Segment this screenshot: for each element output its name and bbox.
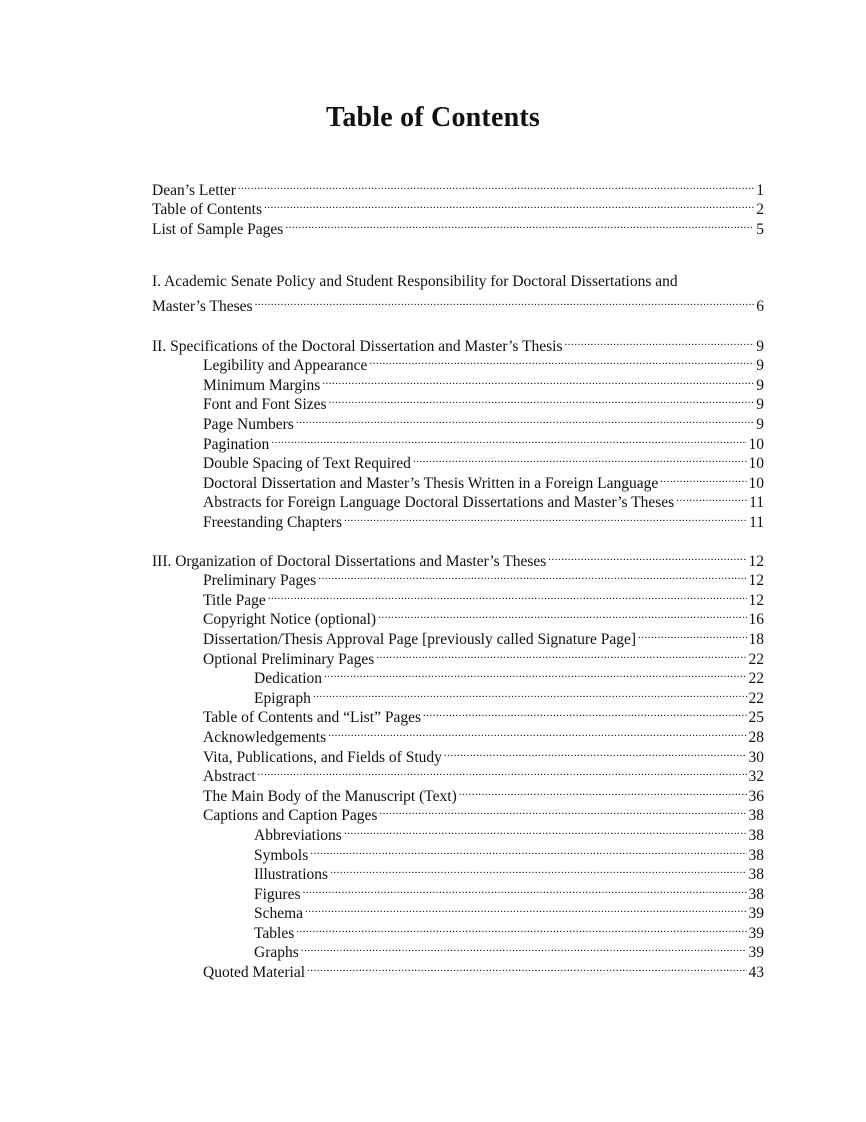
toc-entry-label: Dedication — [254, 670, 323, 688]
toc-entry-page: 39 — [748, 944, 764, 962]
toc-entry-page: 30 — [748, 748, 764, 766]
dot-leader — [271, 429, 746, 449]
dot-leader — [324, 664, 746, 684]
toc-entry-label: Optional Preliminary Pages — [203, 650, 375, 668]
toc-entry-label: Minimum Margins — [203, 376, 321, 394]
toc-entry-page: 9 — [756, 415, 764, 433]
toc-entry[interactable] — [152, 703, 764, 727]
toc-entry-label: Freestanding Chapters — [203, 513, 343, 531]
dot-leader — [459, 781, 747, 801]
toc-entry-page: 22 — [748, 670, 764, 688]
dot-leader — [676, 488, 747, 508]
toc-entry[interactable] — [152, 840, 764, 864]
toc-section-1 — [152, 272, 764, 316]
toc-entry-page: 18 — [748, 630, 764, 648]
dot-leader — [264, 195, 754, 215]
toc-entry-page: 10 — [748, 455, 764, 473]
toc-entry-page: 38 — [748, 807, 764, 825]
toc-entry-page: 12 — [748, 591, 764, 609]
toc-entry-page: 5 — [756, 220, 764, 238]
toc-entry-label: Legibility and Appearance — [203, 357, 368, 375]
toc-entry-label: Quoted Material — [203, 964, 306, 982]
dot-leader — [268, 585, 747, 605]
toc-entry-label: Vita, Publications, and Fields of Study — [203, 748, 442, 766]
toc-front-matter — [152, 175, 764, 238]
dot-leader — [238, 175, 754, 195]
dot-leader — [307, 957, 746, 977]
dot-leader — [310, 840, 746, 860]
toc-entry[interactable] — [152, 175, 764, 199]
toc-entry-page: 6 — [756, 298, 764, 316]
dot-leader — [660, 468, 746, 488]
toc-entry-page: 10 — [748, 474, 764, 492]
toc-entry-label: Table of Contents — [152, 201, 262, 219]
toc-entry-label: Dean’s Letter — [152, 181, 236, 199]
toc-entry-page: 9 — [756, 337, 764, 355]
dot-leader — [303, 879, 747, 899]
toc-entry-label: Illustrations — [254, 866, 329, 884]
toc-entry-label: Graphs — [254, 944, 299, 962]
toc-entry[interactable] — [152, 899, 764, 923]
toc-entry-page: 38 — [748, 826, 764, 844]
toc-entry-label: Table of Contents and “List” Pages — [203, 709, 422, 727]
dot-leader — [369, 351, 754, 371]
toc-entry-label: Schema — [254, 905, 304, 923]
toc-entry-page: 38 — [748, 846, 764, 864]
toc-entry-page: 38 — [748, 885, 764, 903]
dot-leader — [296, 409, 754, 429]
toc-entry-page: 39 — [748, 924, 764, 942]
section-2-heading[interactable] — [152, 331, 764, 355]
toc-entry[interactable] — [152, 918, 764, 942]
toc-entry-label: Master’s Theses — [152, 298, 253, 316]
toc-entry-page: 22 — [748, 650, 764, 668]
toc-entry[interactable] — [152, 860, 764, 884]
toc-entry-page: 22 — [748, 689, 764, 707]
toc-entry-page: 39 — [748, 905, 764, 923]
toc-entry-page: 36 — [748, 787, 764, 805]
toc-entry-page: 9 — [756, 396, 764, 414]
toc-entry-page: 9 — [756, 376, 764, 394]
dot-leader — [565, 331, 754, 351]
dot-leader — [328, 722, 746, 742]
toc-entry-label: The Main Body of the Manuscript (Text) — [203, 787, 457, 805]
dot-leader — [378, 605, 746, 625]
toc-entry-label: Pagination — [203, 435, 270, 453]
toc-entry-page: 12 — [748, 572, 764, 590]
toc-entry-label: Page Numbers — [203, 415, 294, 433]
toc-entry-label: Font and Font Sizes — [203, 396, 327, 414]
dot-leader — [318, 566, 746, 586]
toc-entry-label: Acknowledgements — [203, 728, 327, 746]
dot-leader — [548, 546, 746, 566]
dot-leader — [330, 860, 746, 880]
toc-entry[interactable] — [152, 938, 764, 962]
toc-entry-page: 11 — [749, 494, 764, 512]
toc-entry-page: 9 — [756, 357, 764, 375]
section-3-heading[interactable] — [152, 546, 764, 570]
toc-entry-page: 10 — [748, 435, 764, 453]
section-2-items — [152, 351, 764, 531]
toc-entry-page: 12 — [748, 552, 764, 570]
dot-leader — [258, 762, 747, 782]
toc-entry-page: 43 — [748, 964, 764, 982]
toc-section-3 — [152, 546, 764, 982]
section-3-items — [152, 566, 764, 982]
toc-entry-label: Symbols — [254, 846, 309, 864]
toc-entry-page: 25 — [748, 709, 764, 727]
page-title: Table of Contents — [326, 102, 540, 133]
toc-section-2 — [152, 331, 764, 531]
toc-entry-label: Captions and Caption Pages — [203, 807, 378, 825]
toc-entry-page: 2 — [756, 201, 764, 219]
toc-entry-label: Tables — [254, 924, 295, 942]
toc-entry-label: Double Spacing of Text Required — [203, 455, 411, 473]
toc-entry-page: 38 — [748, 866, 764, 884]
toc-entry-label: II. Specifications of the Doctoral Dissertation and Master’s Thesis — [152, 337, 563, 355]
dot-leader — [413, 449, 747, 469]
dot-leader — [344, 820, 747, 840]
toc-entry-page: 32 — [748, 768, 764, 786]
dot-leader — [379, 801, 746, 821]
dot-leader — [322, 370, 754, 390]
toc-entry-label: Figures — [254, 885, 301, 903]
toc-entry-label: III. Organization of Doctoral Dissertations and Master’s Theses — [152, 552, 547, 570]
section-1-heading-line1[interactable]: I. Academic Senate Policy and Student Responsibility for Doctoral Dissertations and — [152, 273, 678, 290]
dot-leader — [376, 644, 746, 664]
dot-leader — [305, 899, 746, 919]
toc-entry[interactable] — [152, 957, 764, 982]
toc-entry-label: Abbreviations — [254, 826, 342, 844]
toc-entry-label: Preliminary Pages — [203, 572, 317, 590]
toc-entry-label: Doctoral Dissertation and Master’s Thesis Written in a Foreign Language — [203, 474, 659, 492]
toc-entry-label: Abstract — [203, 768, 256, 786]
dot-leader — [423, 703, 746, 723]
toc-entry-label: Epigraph — [254, 689, 311, 707]
dot-leader — [301, 938, 747, 958]
toc-entry-page: 1 — [756, 181, 764, 199]
dot-leader — [285, 214, 754, 234]
toc-entry-label: Dissertation/Thesis Approval Page [previously called Signature Page] — [203, 630, 637, 648]
dot-leader — [313, 683, 747, 703]
toc-entry-page: 28 — [748, 728, 764, 746]
dot-leader — [296, 918, 746, 938]
toc-entry[interactable] — [152, 195, 764, 219]
dot-leader — [329, 390, 754, 410]
toc-entry-label: Title Page — [203, 591, 266, 609]
dot-leader — [255, 292, 754, 312]
dot-leader — [638, 624, 746, 644]
toc-entry[interactable] — [152, 683, 764, 707]
toc-entry-label: List of Sample Pages — [152, 220, 284, 238]
toc-entry-page: 11 — [749, 513, 764, 531]
section-1-heading-line2[interactable] — [152, 292, 764, 316]
toc-entry[interactable] — [152, 879, 764, 903]
toc-entry-label: Abstracts for Foreign Language Doctoral Dissertations and Master’s Theses — [203, 494, 675, 512]
toc-entry-page: 16 — [748, 611, 764, 629]
dot-leader — [444, 742, 747, 762]
toc-entry-label: Copyright Notice (optional) — [203, 611, 377, 629]
dot-leader — [344, 507, 747, 527]
